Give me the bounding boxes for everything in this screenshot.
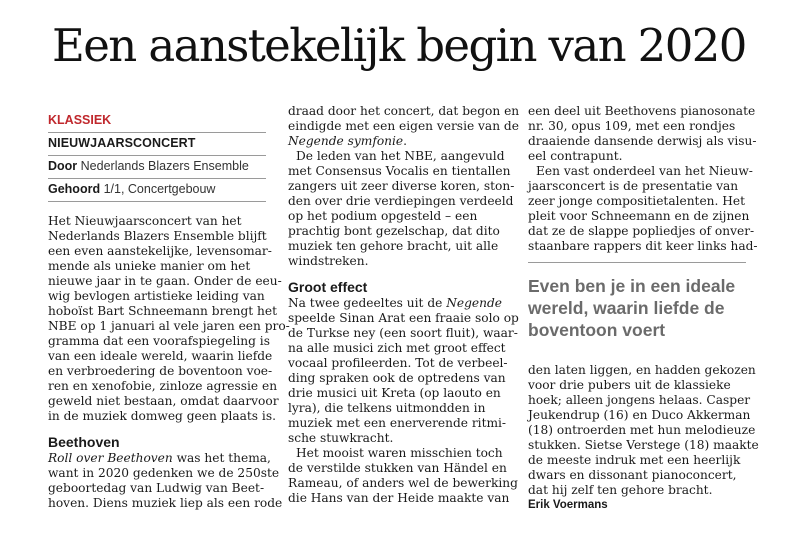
text-line: en verbroedering de boventoon voe- [48, 364, 273, 378]
text-line: lyra), die telkens uitmondden in [288, 401, 486, 415]
text-line: de verstilde stukken van Händel en [288, 461, 507, 475]
paragraph-pubers [528, 363, 759, 498]
text-line: wig bevlogen artistieke leiding van [48, 289, 265, 303]
text-line: prachtig bont gezelschap, dat dito [288, 224, 500, 238]
text-line: voor drie pubers uit de klassieke [528, 378, 731, 392]
text-line: den over drie verdiepingen verdeeld [288, 194, 514, 208]
text-line: geweld niet bestaan, omdat daarvoor [48, 394, 279, 408]
text-line: windstreken. [288, 254, 369, 268]
text-line: want in 2020 gedenken we de 250ste [48, 466, 280, 480]
text-line [288, 296, 506, 311]
text-fragment: was het thema, [172, 451, 271, 465]
column-1 [48, 104, 290, 511]
text-line: op het podium opgesteld – een [288, 209, 478, 223]
article-headline: Een aanstekelijk begin van 2020 [52, 19, 746, 72]
paragraph-intro [48, 214, 290, 424]
gehoord-value: 1/1, Concertgebouw [103, 182, 216, 196]
text-line: hoven. Diens muziek liep als een rode [48, 496, 283, 510]
text-line: eel contrapunt. [528, 149, 623, 163]
door-label: Door [48, 159, 78, 173]
text-line: hoboïst Bart Schneemann brengt het [48, 304, 277, 318]
text-fragment: . [403, 134, 408, 148]
text-line: staanbare rappers dit keer links had- [528, 239, 758, 253]
text-line: ding spraken ook de optredens van [288, 371, 506, 385]
text-line: de meeste indruk met een heerlijk [528, 453, 741, 467]
text-line: nr. 30, opus 109, met een rondjes [528, 119, 736, 133]
quote-line: Even ben je in een ideale [528, 276, 736, 296]
text-line: den laten liggen, en hadden gekozen [528, 363, 756, 377]
text-line: draad door het concert, dat begon en [288, 104, 520, 118]
paragraph-groot-effect [288, 296, 519, 446]
text-line: die Hans van der Heide maakte van [288, 491, 510, 505]
text-line: NBE op 1 januari al vele jaren een pro- [48, 319, 290, 333]
text-line: muziek met een enerverende ritmi- [288, 416, 507, 430]
text-line: (18) ontroerden met hun melodieuze [528, 423, 756, 437]
text-line: geboortedag van Ludwig van Beet- [48, 481, 265, 495]
text-line: ren en xenofobie, zinloze agressie en [48, 379, 278, 393]
text-line: speelde Sinan Arat een fraaie solo op [288, 311, 519, 325]
paragraph-continuation [288, 104, 520, 149]
text-line: zeer jonge compositietalenten. Het [528, 194, 745, 208]
text-line: drie musici uit Kreta (op laouto en [288, 386, 501, 400]
text-line: dwars en dissonant pianoconcert, [528, 468, 737, 482]
meta-gehoord-row [48, 179, 266, 202]
meta-category-row [48, 104, 266, 133]
text-line: nieuwe jaar in te gaan. Onder de eeu- [48, 274, 282, 288]
paragraph-nbe [288, 149, 515, 269]
text-line: Het Nieuwjaarsconcert van het [48, 214, 242, 228]
paragraph-talenten [528, 164, 758, 254]
text-line: in de muziek domweg geen plaats is. [48, 409, 276, 423]
text-line: vocaal profileerden. Tot de verbeel- [288, 356, 508, 370]
quote-spacer [528, 351, 746, 363]
quote-line: wereld, waarin liefde de [528, 298, 725, 318]
text-line: dat ze de slappe popliedjes of onver- [528, 224, 755, 238]
text-line: sche stuwkracht. [288, 431, 394, 445]
text-line [48, 451, 271, 466]
text-line: gramma dat een voorafspiegeling is [48, 334, 270, 348]
text-line: Een vast onderdeel van het Nieuw- [536, 164, 753, 178]
meta-subtitle-row [48, 133, 266, 156]
section-heading-beethoven: Beethoven [48, 434, 120, 450]
text-line: de Turkse ney (een soort fluit), waar- [288, 326, 518, 340]
text-line: eindigde met een eigen versie van de [288, 119, 519, 133]
italic-title: Negende symfonie [288, 134, 404, 148]
text-line: Jeukendrup (16) en Duco Akkerman [528, 408, 751, 422]
paragraph-beethoven [48, 451, 283, 511]
section-heading-groot-effect: Groot effect [288, 279, 368, 295]
text-line: draaiende dansende derwisj als visu- [528, 134, 757, 148]
column-3 [528, 104, 759, 512]
text-line: jaarsconcert is de presentatie van [528, 179, 739, 193]
subtitle-label: NIEUWJAARSCONCERT [48, 136, 196, 150]
pull-quote [528, 262, 746, 351]
text-line: met Consensus Vocalis en tientallen [288, 164, 511, 178]
text-line: Nederlands Blazers Ensemble blijft [48, 229, 267, 243]
quote-line: boventoon voert [528, 320, 666, 340]
italic-title: Negende [446, 296, 502, 310]
meta-door-row [48, 156, 266, 179]
article-meta [48, 104, 266, 202]
text-line: Rameau, of anders wel de bewerking [288, 476, 518, 490]
text-line: een deel uit Beethovens pianosonate [528, 104, 756, 118]
text-line: zangers uit zeer diverse koren, ston- [288, 179, 515, 193]
text-line: van een ideale wereld, waarin liefde [48, 349, 273, 363]
paragraph-sonate [528, 104, 757, 164]
paragraph-mooist [288, 446, 518, 506]
text-line: mende als unieke manier om het [48, 259, 251, 273]
text-fragment: Na twee gedeeltes uit de [288, 296, 447, 310]
text-line [288, 134, 506, 149]
text-line: stukken. Sietse Verstege (18) maakte [528, 438, 759, 452]
door-value: Nederlands Blazers Ensemble [80, 159, 249, 173]
author-byline: Erik Voermans [528, 499, 608, 511]
text-line: hoek; alleen jongens helaas. Casper [528, 393, 751, 407]
text-line: een even aanstekelijke, levensomar- [48, 244, 272, 258]
gehoord-label: Gehoord [48, 182, 101, 196]
text-line: dat hij zelf ten gehore bracht. [528, 483, 713, 497]
text-line: muziek ten gehore bracht, uit alle [288, 239, 499, 253]
category-label: KLASSIEK [48, 113, 112, 127]
text-line: na alle musici zich met groot effect [288, 341, 506, 355]
text-line: De leden van het NBE, aangevuld [296, 149, 505, 163]
column-2 [288, 104, 520, 506]
text-line: Het mooist waren misschien toch [296, 446, 503, 460]
text-line: pleit voor Schneemann en de zijnen [528, 209, 750, 223]
italic-title: Roll over Beethoven [48, 451, 173, 465]
